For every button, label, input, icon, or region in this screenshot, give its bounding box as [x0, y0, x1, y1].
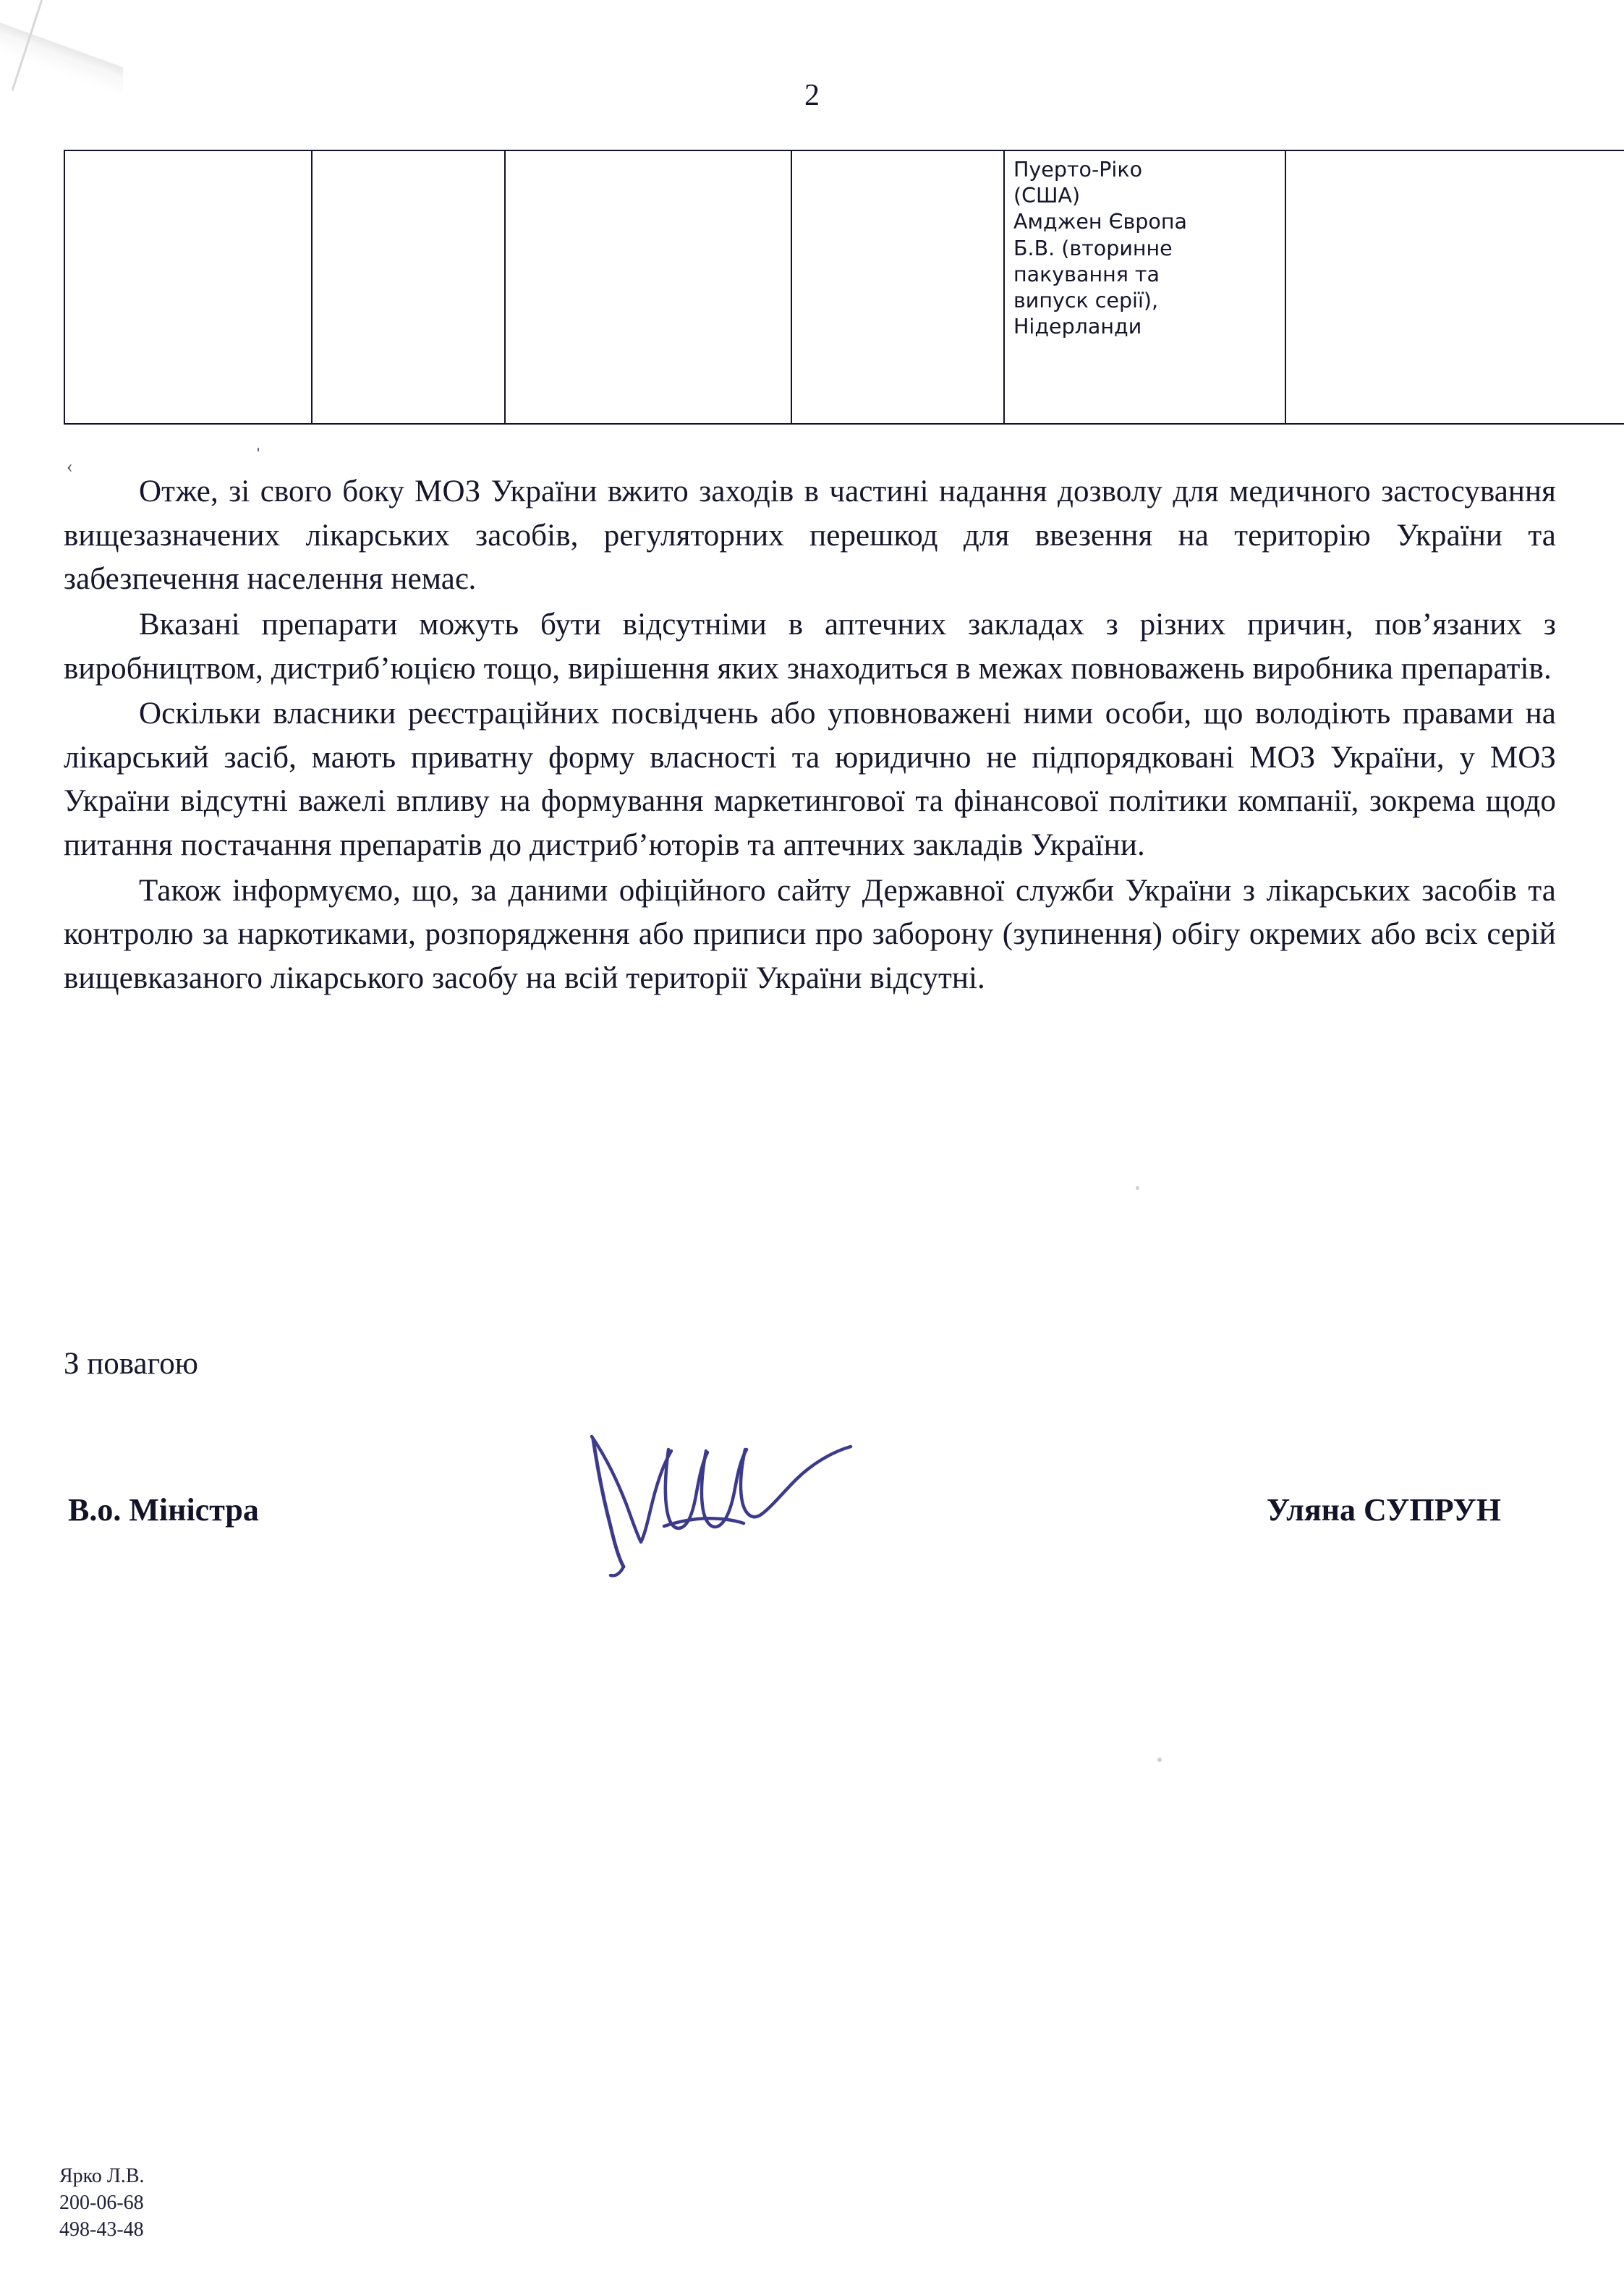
closing-line: З повагою: [64, 1347, 198, 1381]
table-cell-line: (США): [1013, 184, 1081, 208]
fold-crease-line: [12, 0, 47, 91]
footer-phone-2: 498-43-48: [59, 2218, 144, 2241]
paragraph-4: Також інформуємо, що, за даними офіційного сайту Державної служби України з лікарських засобів та контролю за наркотиками, розпорядження або приписи про заборону (зупинення) обігу окремих або всіх серій вищевказаного лікарського засобу на всій території України відсутні.: [64, 873, 1556, 995]
table-cell-line: пакування та: [1013, 262, 1160, 286]
scan-speck: [1136, 1186, 1139, 1190]
table-cell-line: Нідерланди: [1013, 315, 1142, 339]
table-cell-3: [505, 150, 791, 424]
table-cell-4: [791, 150, 1004, 424]
scan-mark-left: ‹: [67, 456, 73, 477]
scan-speck: [1157, 1758, 1162, 1762]
paragraph-3: Оскільки власники реєстраційних посвідчень або уповноважені ними особи, що володіють правами на лікарський засіб, мають приватну форму власності та юридично не підпорядковані МОЗ України, у МОЗ України відсутні важелі впливу на формування маркетингової та фінансової політики компанії, зокрема щодо питання постачання препаратів до дистриб’юторів та аптечних закладів України.: [64, 697, 1556, 862]
footer-phone-1: 200-06-68: [59, 2192, 144, 2215]
paragraph-2: Вказані препарати можуть бути відсутніми в аптечних закладах з різних причин, пов’язаних з виробництвом, дистриб’юцією тощо, вирішення яких знаходиться в межах повноважень виробника препаратів.: [64, 607, 1556, 686]
paragraph-1: Отже, зі свого боку МОЗ України вжито заходів в частині надання дозволу для медичного застосування вищезазначених лікарських засобів, регуляторних перешкод для ввезення на територію України та забезпечення населення немає.: [64, 474, 1556, 597]
manufacturers-table: [64, 150, 1624, 425]
document-footer: [59, 2163, 145, 2244]
footer-executor: Ярко Л.В.: [59, 2165, 145, 2187]
table-cell-1: [64, 150, 312, 424]
scan-mark-dot: ˈ: [255, 444, 262, 468]
table-cell-line: Амджен Європа: [1013, 210, 1187, 234]
table-cell-2: [312, 150, 505, 424]
signer-name: Уляна СУПРУН: [1266, 1492, 1501, 1528]
signer-title: В.о. Міністра: [68, 1492, 259, 1528]
table-cell-line: Пуерто-Ріко: [1013, 158, 1142, 182]
signature-row: [64, 1491, 1556, 1535]
table-cell-line: Б.В. (вторинне: [1013, 236, 1173, 260]
table-cell-manufacturer: [1004, 150, 1285, 424]
table-cell-6: [1285, 150, 1624, 424]
table-row: [64, 150, 1624, 424]
page-number: 2: [804, 79, 820, 112]
letter-body: [64, 470, 1556, 1002]
table-cell-line: випуск серії),: [1013, 288, 1159, 312]
